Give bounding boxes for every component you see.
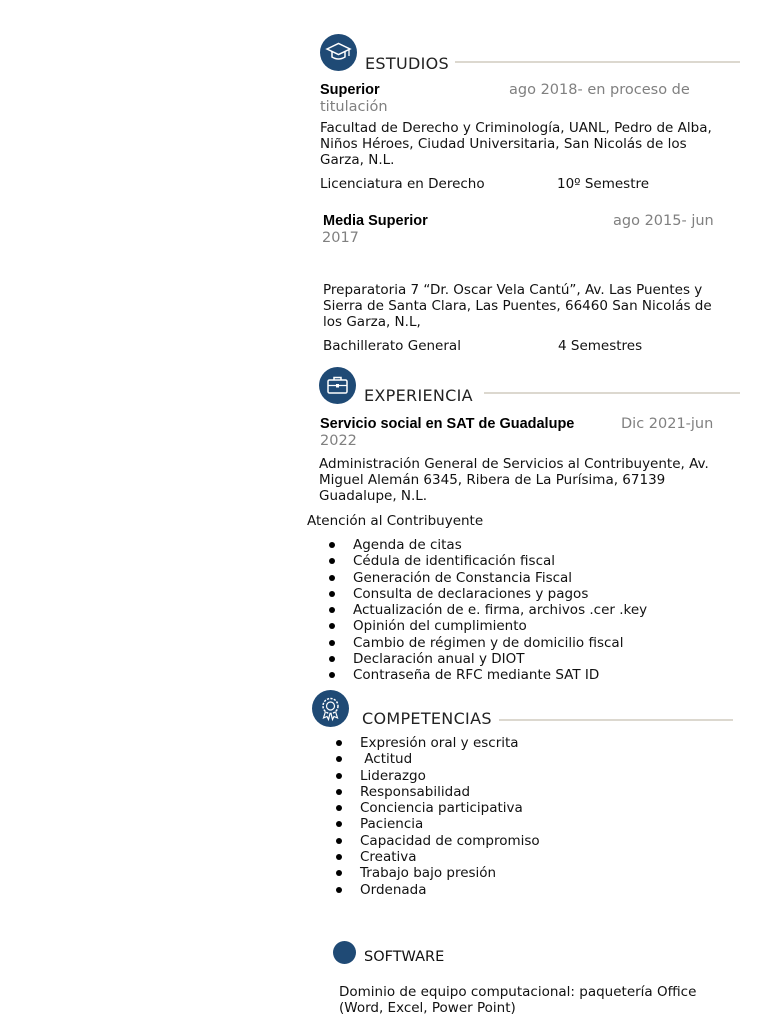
list-item: Consulta de declaraciones y pagos [326, 586, 647, 602]
graduation-cap-icon [320, 34, 357, 71]
list-item: Contraseña de RFC mediante SAT ID [326, 667, 647, 683]
list-item: Trabajo bajo presión [333, 865, 540, 881]
list-item: Responsabilidad [333, 784, 540, 800]
address-line: Facultad de Derecho y Criminología, UANL, Pedro de Alba, [320, 120, 712, 136]
list-item: Liderazgo [333, 768, 540, 784]
description-line: Dominio de equipo computacional: paquetería Office [339, 984, 697, 1000]
studies-superior-dates: ago 2018- en proceso de [509, 82, 690, 98]
experience-divider [484, 392, 740, 394]
list-item: Actualización de e. firma, archivos .cer .key [326, 602, 647, 618]
list-item: Expresión oral y escrita [333, 735, 540, 751]
experience-dates-cont: 2022 [320, 433, 357, 449]
address-line: Administración General de Servicios al Contribuyente, Av. [319, 456, 709, 472]
list-item: Agenda de citas [326, 537, 647, 553]
dot-icon [333, 941, 356, 964]
address-line: Niños Héroes, Ciudad Universitaria, San Nicolás de los [320, 136, 687, 152]
studies-superior-level: Superior [320, 82, 380, 98]
studies-superior-degree: Licenciatura en Derecho [320, 176, 485, 192]
experience-task-list [326, 537, 647, 684]
description-line: (Word, Excel, Power Point) [339, 1000, 516, 1016]
address-line: Guadalupe, N.L. [319, 488, 428, 504]
studies-media-address [323, 282, 743, 330]
address-line: Miguel Alemán 6345, Ribera de La Purísima, 67139 [319, 472, 666, 488]
experience-job-title: Servicio social en SAT de Guadalupe [320, 416, 575, 432]
studies-media-degree: Bachillerato General [323, 338, 461, 354]
briefcase-icon [319, 367, 356, 404]
studies-divider [455, 61, 740, 63]
studies-superior-semester: 10º Semestre [557, 176, 650, 192]
address-line: Preparatoria 7 “Dr. Oscar Vela Cantú”, Av. Las Puentes y [323, 282, 703, 298]
list-item: Cambio de régimen y de domicilio fiscal [326, 635, 647, 651]
list-item: Creativa [333, 849, 540, 865]
list-item: Capacidad de compromiso [333, 833, 540, 849]
list-item: Opinión del cumplimiento [326, 618, 647, 634]
address-line: los Garza, N.L, [323, 314, 421, 330]
list-item: Cédula de identificación fiscal [326, 553, 647, 569]
list-item: Declaración anual y DIOT [326, 651, 647, 667]
section-title-software: SOFTWARE [364, 949, 445, 965]
studies-media-dates: ago 2015- jun [613, 213, 714, 229]
section-title-studies: ESTUDIOS [365, 54, 449, 73]
list-item: Generación de Constancia Fiscal [326, 570, 647, 586]
studies-media-dates-cont: 2017 [322, 230, 359, 246]
competencies-list [333, 735, 540, 898]
experience-dates: Dic 2021-jun [621, 416, 714, 432]
experience-area: Atención al Contribuyente [307, 513, 484, 529]
studies-superior-dates-cont: titulación [320, 99, 388, 115]
studies-media-level: Media Superior [323, 213, 428, 229]
list-item: Ordenada [333, 882, 540, 898]
studies-superior-address [320, 120, 739, 168]
studies-media-semester: 4 Semestres [558, 338, 643, 354]
software-description [339, 984, 723, 1016]
section-title-experience: EXPERIENCIA [364, 386, 473, 405]
experience-address [319, 456, 739, 504]
competencies-divider [499, 719, 733, 721]
address-line: Garza, N.L. [320, 152, 395, 168]
list-item: Conciencia participativa [333, 800, 540, 816]
list-item: Actitud [333, 751, 540, 767]
address-line: Sierra de Santa Clara, Las Puentes, 66460 San Nicolás de [323, 298, 712, 314]
section-title-competencies: COMPETENCIAS [362, 709, 492, 728]
award-badge-icon [312, 690, 349, 727]
list-item: Paciencia [333, 816, 540, 832]
